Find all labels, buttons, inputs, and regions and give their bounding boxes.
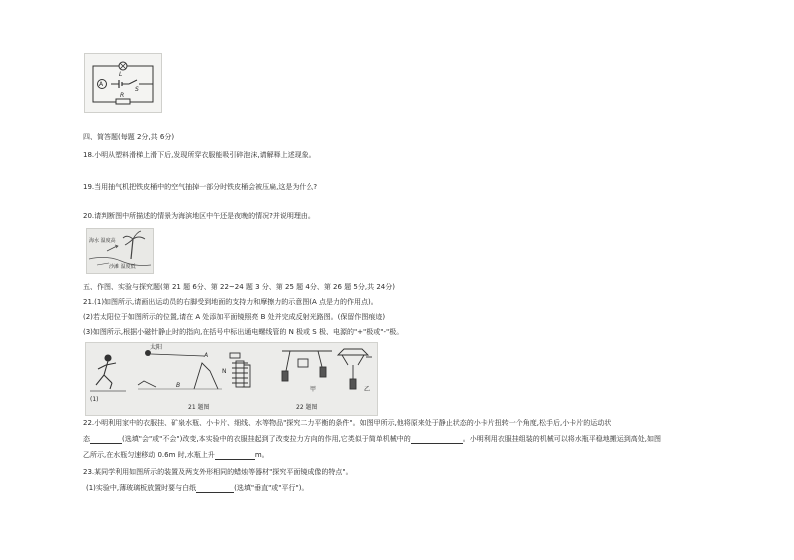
hanger-jia-icon	[282, 351, 332, 381]
hanger-yi-icon	[338, 349, 372, 389]
q22-text-d: 乙所示,在水瓶匀速移动 0.6m 时,水瓶上升	[83, 451, 215, 459]
fig-label-b: B	[176, 382, 181, 389]
question-21-1: 21.(1)如图所示,请画出运动员的右脚受到地面的支持力和摩擦力的示意图(A 点是力的作用点)。	[83, 298, 378, 306]
fig-label-sun: 太阳	[150, 344, 163, 351]
question-22-line1: 22.小明利用家中的衣服挂、矿泉水瓶、小卡片、细线、水等物品"探究二力平衡的条件"。如图甲所示,他将原来处于静止状态的小卡片扭转一个角度,松手后,小卡片的运动状	[83, 419, 612, 427]
question-18: 18.小明从塑料滑梯上滑下后,发现所穿衣服能吸引碎泡沫,请解释上述现象。	[83, 151, 316, 159]
wind-arrow-icon	[107, 245, 118, 251]
question-23-line2	[86, 484, 308, 493]
q23-blank-1[interactable]	[196, 485, 234, 493]
figures-row-21-22	[85, 342, 378, 416]
switch-label: S	[135, 86, 139, 93]
runner-icon	[96, 355, 116, 389]
question-23-line1: 23.某同学利用如图所示的装置及两支外形相同的蜡烛等器材"探究平面镜成像的特点"。	[83, 468, 353, 476]
lamp-label: L	[119, 71, 123, 78]
question-19: 19.当用抽气机把铁皮桶中的空气抽掉一部分时铁皮桶会被压扁,这是为什么?	[83, 183, 318, 191]
resistor-label: R	[120, 92, 125, 99]
question-20: 20.请判断图中所描述的情景为海滨地区中午还是夜晚的情况?并说明理由。	[83, 212, 315, 220]
question-22-line3	[83, 451, 269, 460]
q22-blank-1[interactable]	[90, 436, 122, 444]
circuit-drawing	[85, 54, 161, 112]
switch-icon	[129, 80, 137, 84]
figures-drawing	[86, 343, 377, 415]
question-21-3: (3)如图所示,根据小磁针静止时的指向,在括号中标出通电螺线管的 N 极或 S 极、电源的"+"极或"-"极。	[83, 328, 404, 336]
q23-text-a: (1)实验中,薄玻璃板放置时要与白纸	[86, 484, 197, 492]
q22-text-e: m。	[254, 451, 269, 459]
section5-heading: 五、作图、实验与探究题(第 21 题 6分、第 22~24 题 3 分、第 25 题 4分、第 26 题 5分,共 24分)	[83, 283, 395, 291]
fig-label-jia: 甲	[310, 386, 317, 393]
ammeter-label: A	[99, 81, 104, 88]
fig-label-1: (1)	[90, 396, 99, 403]
q22-text-c: 。小明利用衣服挂组装的机械可以将水瓶平稳地搬运到高处,如图	[462, 435, 662, 443]
circuit-diagram	[84, 53, 162, 113]
solenoid-icon	[230, 353, 250, 387]
q20-beach-figure	[86, 228, 154, 274]
fig-label-n: N	[222, 368, 227, 375]
question-21-2: (2)若太阳位于如图所示的位置,请在 A 处添加平面镜照亮 B 处并完成反射光路图。(保留作图痕迹)	[83, 313, 386, 321]
q20-label-sand: 沙滩 温度低	[109, 264, 136, 270]
caption-21: 21 题图	[188, 404, 210, 411]
palm-tree-icon	[131, 239, 133, 259]
question-22-line2	[83, 435, 661, 444]
section4-heading: 四、简答题(每题 2分,共 6分)	[83, 133, 175, 141]
q23-text-b: (选填"垂直"或"平行")。	[234, 484, 309, 492]
q22-text-b: (选填"会"或"不会")改变,本实验中的衣服挂起到了改变拉力方向的作用,它类似于简单机械中的	[122, 435, 411, 443]
fig-label-a: A	[204, 352, 209, 359]
q22-blank-3[interactable]	[215, 452, 255, 460]
fig-label-yi: 乙	[364, 386, 371, 393]
q22-text-a: 态	[83, 435, 90, 443]
mountain-icon	[194, 363, 218, 389]
q20-label-sea: 海水 温度高	[89, 238, 116, 244]
caption-22: 22 题图	[296, 404, 318, 411]
q22-blank-2[interactable]	[411, 436, 463, 444]
